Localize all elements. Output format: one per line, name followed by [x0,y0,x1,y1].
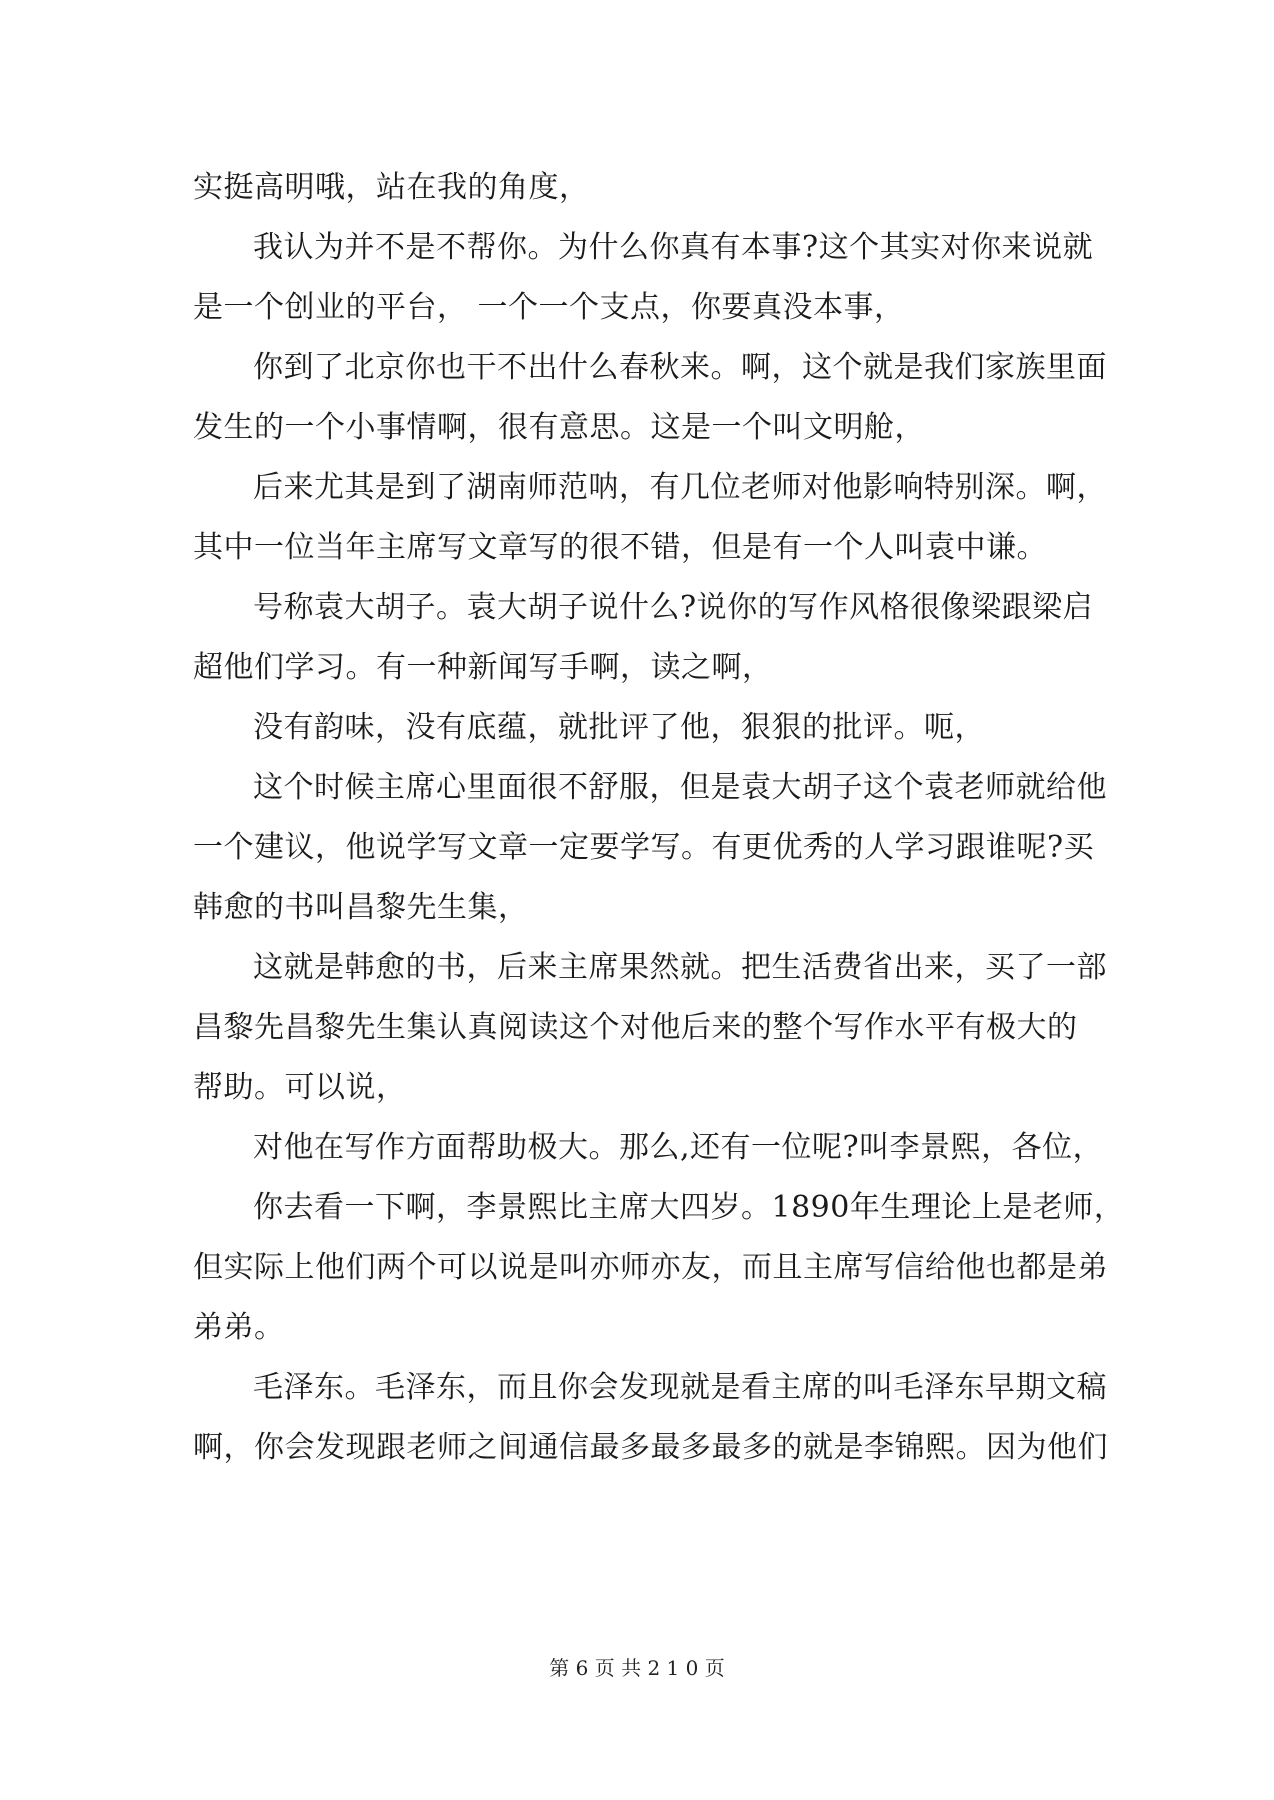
text-line: 昌黎先昌黎先生集认真阅读这个对他后来的整个写作水平有极大的 [193,1010,1078,1045]
text-line: 韩愈的书叫昌黎先生集， [193,890,529,925]
text-line: 帮助。可以说， [193,1070,407,1105]
text-line: 实挺高明哦，站在我的角度， [193,170,590,205]
text-line: 没有韵味，没有底蕴，就批评了他，狠狠的批评。呃， [253,710,985,745]
text-line: 这就是韩愈的书，后来主席果然就。把生活费省出来，买了一部 [253,950,1107,985]
text-line: 一个建议，他说学写文章一定要学写。有更优秀的人学习跟谁呢?买 [193,830,1095,865]
document-body [193,158,1125,1478]
text-line: 啊，你会发现跟老师之间通信最多最多最多的就是李锦熙。因为他们 [193,1430,1108,1465]
text-line: 后来尤其是到了湖南师范呐，有几位老师对他影响特别深。啊， [253,470,1107,505]
text-line: 但实际上他们两个可以说是叫亦师亦友，而且主席写信给他也都是弟 [193,1250,1108,1285]
text-line: 对他在写作方面帮助极大。那么,还有一位呢?叫李景熙，各位， [253,1130,1104,1165]
text-line: 超他们学习。有一种新闻写手啊，读之啊， [193,650,773,685]
text-line: 你到了北京你也干不出什么春秋来。啊，这个就是我们家族里面 [253,350,1107,385]
text-line: 是一个创业的平台， 一个一个支点，你要真没本事， [193,290,905,325]
text-line: 发生的一个小事情啊，很有意思。这是一个叫文明舱， [193,410,925,445]
text-line: 弟弟。 [193,1310,285,1345]
text-line: 我认为并不是不帮你。为什么你真有本事?这个其实对你来说就 [253,230,1094,265]
text-line: 其中一位当年主席写文章写的很不错，但是有一个人叫袁中谦。 [193,530,1047,565]
text-line: 号称袁大胡子。袁大胡子说什么?说你的写作风格很像梁跟梁启 [253,590,1094,625]
page-footer: 第 6 页 共 2 1 0 页 [549,1656,725,1680]
text-line: 这个时候主席心里面很不舒服，但是袁大胡子这个袁老师就给他 [253,770,1107,805]
text-line: 毛泽东。毛泽东，而且你会发现就是看主席的叫毛泽东早期文稿 [253,1370,1107,1405]
text-line: 你去看一下啊，李景熙比主席大四岁。1890年生理论上是老师， [253,1190,1125,1225]
